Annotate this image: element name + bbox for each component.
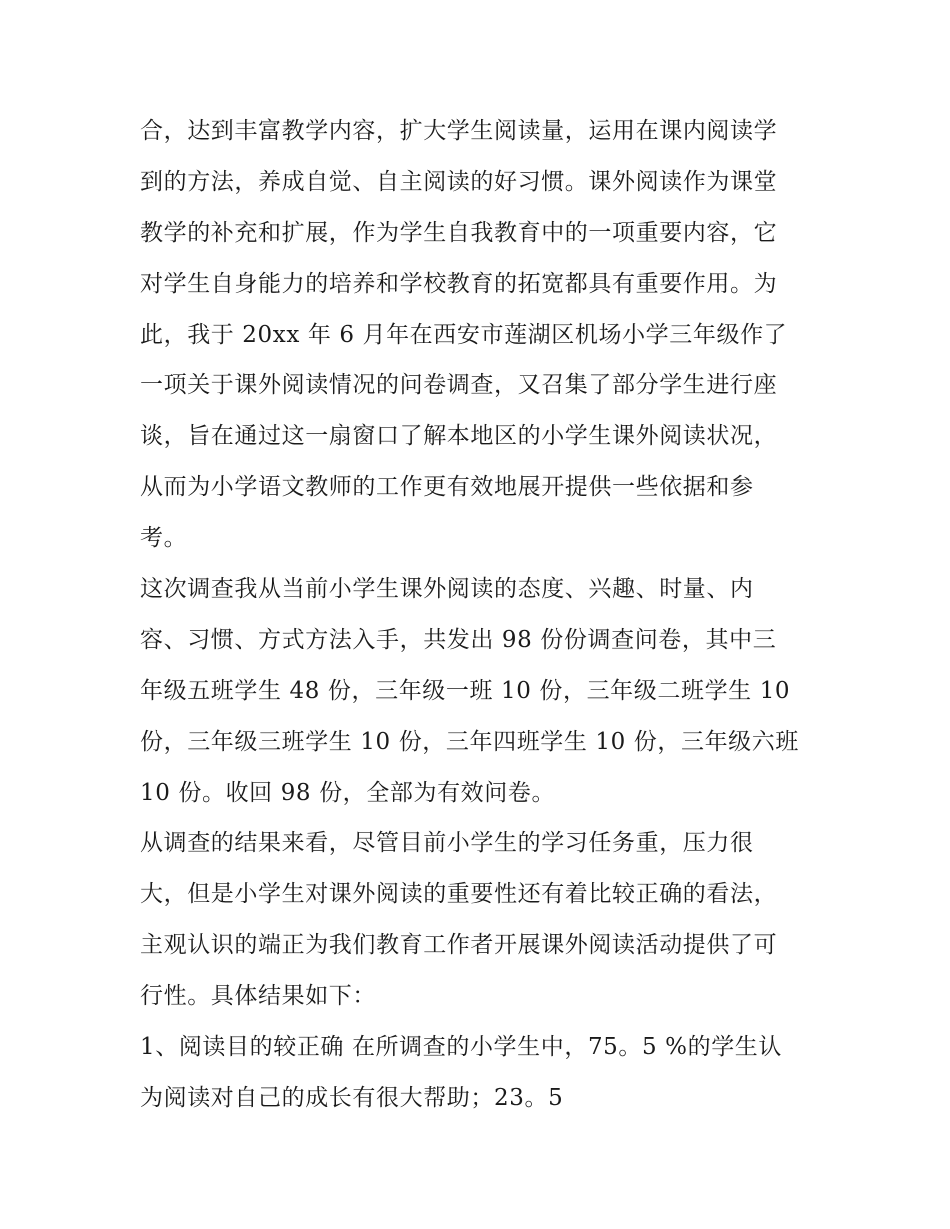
text-line: 到的方法，养成自觉、自主阅读的好习惯。课外阅读作为课堂 [140, 168, 778, 195]
text-line: 大，但是小学生对课外阅读的重要性还有着比较正确的看法， [140, 881, 778, 908]
text-line: 合，达到丰富教学内容，扩大学生阅读量，运用在课内阅读学 [140, 118, 778, 144]
text-line: 容、习惯、方式方法入手，共发出 98 份份调查问卷，其中三 [140, 626, 777, 653]
text-line: 为阅读对自己的成长有很大帮助；23。5 [140, 1084, 564, 1111]
text-line: 从调查的结果来看，尽管目前小学生的学习任务重，压力很 [140, 830, 754, 857]
text-line: 从而为小学语文教师的工作更有效地展开提供一些依据和参 [140, 474, 754, 501]
text-line: 1、阅读目的较正确 在所调查的小学生中，75。5 %的学生认 [140, 1034, 783, 1061]
body-text [140, 106, 820, 1124]
text-line: 10 份。收回 98 份，全部为有效问卷。 [140, 779, 556, 806]
text-line: 此，我于 20xx 年 6 月年在西安市莲湖区机场小学三年级作了 [140, 321, 788, 348]
text-line: 行性。具体结果如下： [140, 983, 376, 1010]
text-line: 教学的补充和扩展，作为学生自我教育中的一项重要内容，它 [140, 219, 778, 246]
text-line: 份，三年级三班学生 10 份，三年四班学生 10 份，三年级六班 [140, 728, 799, 755]
text-line: 年级五班学生 48 份，三年级一班 10 份，三年级二班学生 10 [140, 677, 791, 704]
text-line: 对学生自身能力的培养和学校教育的拓宽都具有重要作用。为 [140, 270, 778, 297]
text-line: 这次调查我从当前小学生课外阅读的态度、兴趣、时量、内 [140, 576, 754, 603]
text-line: 主观认识的端正为我们教育工作者开展课外阅读活动提供了可 [140, 932, 778, 959]
text-line: 一项关于课外阅读情况的问卷调查，又召集了部分学生进行座 [140, 372, 778, 399]
text-line: 考。 [140, 525, 188, 552]
text-line: 谈，旨在通过这一扇窗口了解本地区的小学生课外阅读状况， [140, 423, 778, 450]
